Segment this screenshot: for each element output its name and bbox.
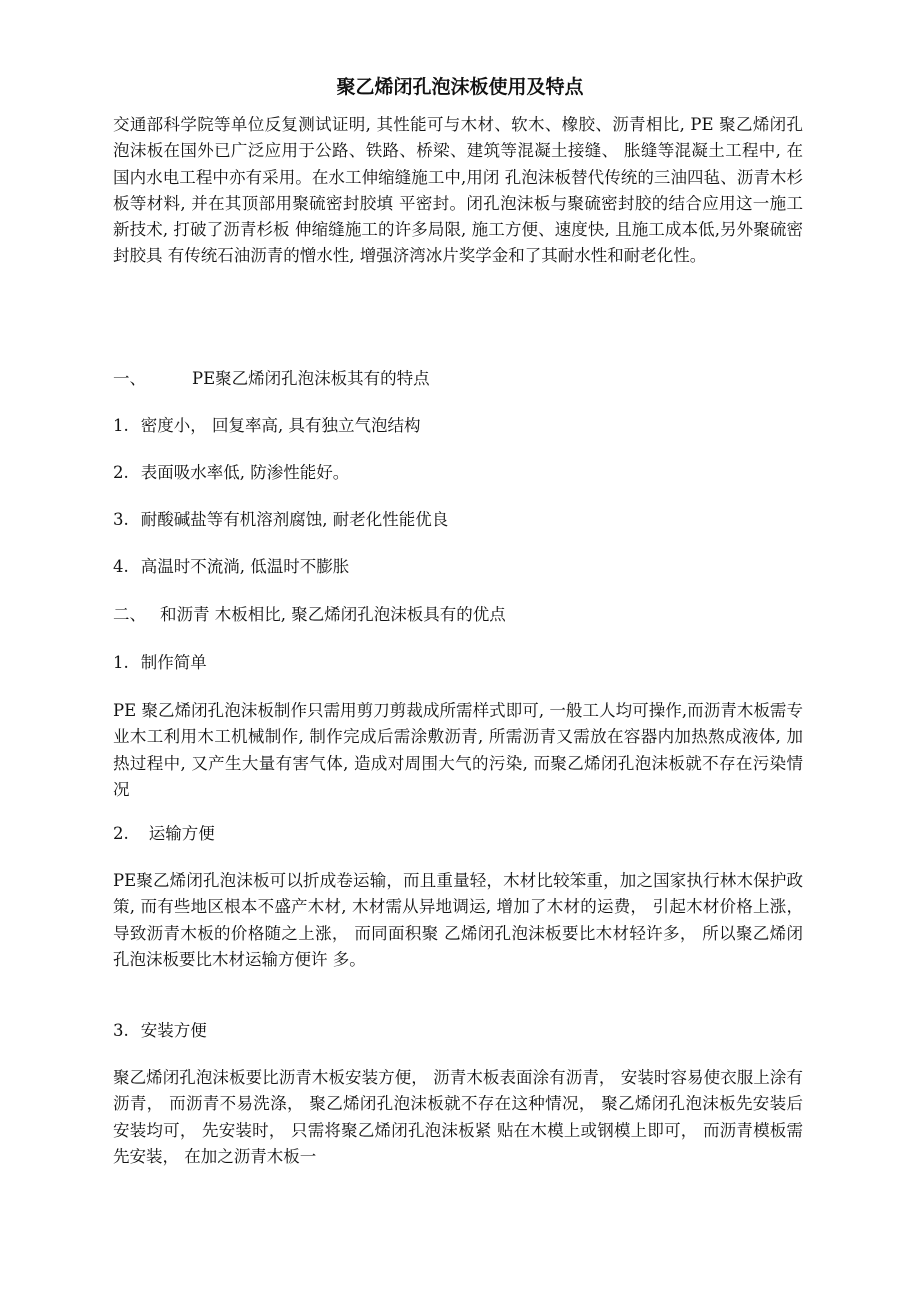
feature-item-text: 密度小， 回复率高, 具有独立气泡结构 (140, 416, 421, 435)
advantage-number: 2. (113, 824, 129, 843)
advantage-label: 制作简单 (140, 653, 207, 672)
section-1-heading (113, 366, 430, 392)
feature-item-number: 4. (113, 557, 129, 576)
section-2-title: 和沥青 木板相比, 聚乙烯闭孔泡沫板具有的优点 (160, 605, 506, 624)
feature-item-number: 2. (113, 463, 129, 482)
feature-item-text: 表面吸水率低, 防渗性能好。 (140, 463, 350, 482)
advantage-label: 运输方便 (148, 824, 215, 843)
intro-paragraph: 交通部科学院等单位反复测试证明, 其性能可与木材、软木、橡胶、沥青相比, PE 聚乙烯闭孔泡沫板在国外已广泛应用于公路、铁路、桥梁、建筑等混凝土接缝、 胀缝等混凝土工程中, 在国内水电工程中亦有采用。在水工伸缩缝施工中,用闭 孔泡沫板替代传统的三油四毡、沥青木杉板等材料, 并在其顶部用聚硫密封胶填 平密封。闭孔泡沫板与聚硫密封胶的结合应用这一施工新技术, 打破了沥青杉板 伸缩缝施工的许多局限, 施工方便、速度快, 且施工成本低,另外聚硫密封胶具 有传统石油沥青的憎水性, 增强济湾冰片奖学金和了其耐水性和耐老化性。 (113, 115, 803, 266)
feature-item-2 (113, 460, 349, 486)
feature-item-4 (113, 554, 349, 580)
feature-item-text: 耐酸碱盐等有机溶剂腐蚀, 耐老化性能优良 (140, 510, 449, 529)
advantage-number: 3. (113, 1021, 129, 1040)
feature-item-number: 1. (113, 416, 129, 435)
document-title: 聚乙烯闭孔泡沫板使用及特点 (336, 76, 584, 98)
section-2-number: 二、 (113, 605, 146, 624)
advantage-1-body: PE 聚乙烯闭孔泡沫板制作只需用剪刀剪裁成所需样式即可, 一般工人均可操作,而沥青木板需专业木工利用木工机械制作, 制作完成后需涂敷沥青, 所需沥青又需放在容器内加热熬成液体, 加热过程中, 又产生大量有害气体, 造成对周围大气的污染, 而聚乙烯闭孔泡沫板就不存在污染情况 (113, 701, 803, 799)
advantage-number: 1. (113, 653, 129, 672)
advantage-1-heading (113, 650, 207, 676)
feature-item-text: 高温时不流淌, 低温时不膨胀 (140, 557, 350, 576)
advantage-label: 安装方便 (140, 1021, 207, 1040)
feature-item-3 (113, 507, 448, 533)
section-1-title: PE聚乙烯闭孔泡沫板其有的特点 (192, 369, 430, 388)
advantage-2-heading (113, 821, 215, 847)
feature-item-1 (113, 413, 421, 439)
section-2-heading (113, 602, 506, 628)
section-1-number: 一、 (113, 369, 146, 388)
feature-item-number: 3. (113, 510, 129, 529)
advantage-3-heading (113, 1018, 207, 1044)
advantage-3-body: 聚乙烯闭孔泡沫板要比沥青木板安装方便， 沥青木板表面涂有沥青， 安装时容易使衣服上涂有沥青， 而沥青不易洗涤， 聚乙烯闭孔泡沫板就不存在这种情况， 聚乙烯闭孔泡沫板先安装后安装均可， 先安装时， 只需将聚乙烯闭孔泡沫板紧 贴在木模上或钢模上即可， 而沥青模板需先安装， 在加之沥青木板一 (113, 1068, 803, 1166)
advantage-2-body: PE聚乙烯闭孔泡沫板可以折成卷运输，而且重量轻，木材比较笨重，加之国家执行林木保护政策, 而有些地区根本不盛产木材, 木材需从异地调运, 增加了木材的运费， 引起木材价格上涨， 导致沥青木板的价格随之上涨， 而同面积聚 乙烯闭孔泡沫板要比木材轻许多， 所以聚乙烯闭孔泡沫板要比木材运输方便许 多。 (113, 871, 803, 969)
